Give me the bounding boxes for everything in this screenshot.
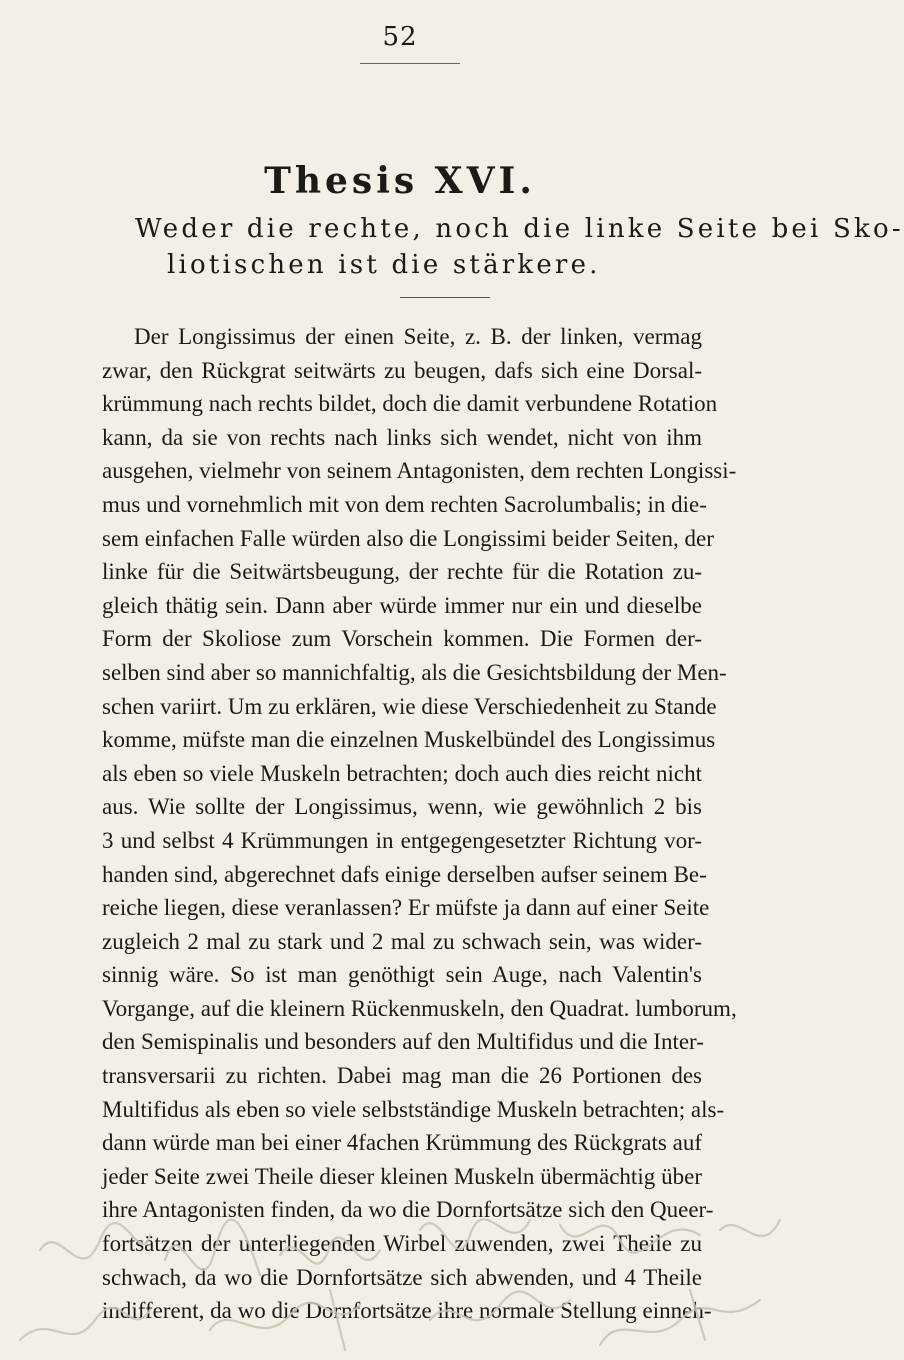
- thesis-title: Thesis XVI.: [264, 160, 536, 202]
- text-line: als eben so viele Muskeln betrachten; doch auch dies reicht nicht: [102, 760, 702, 786]
- text-line: kann, da sie von rechts nach links sich wendet, nicht von ihm: [102, 424, 702, 450]
- text-line: mus und vornehmlich mit von dem rechten Sacrolumbalis; in die-: [102, 491, 707, 517]
- text-line: zugleich 2 mal zu stark und 2 mal zu schwach sein, was wider-: [102, 928, 702, 954]
- text-line: handen sind, abgerechnet dafs einige derselben aufser seinem Be-: [102, 861, 707, 887]
- text-line: indifferent, da wo die Dornfortsätze ihre normale Stellung einneh-: [102, 1298, 712, 1324]
- text-line: ihre Antagonisten finden, da wo die Dornfortsätze sich den Queer-: [102, 1197, 714, 1223]
- text-line: krümmung nach rechts bildet, doch die damit verbundene Rotation: [102, 391, 718, 417]
- text-line: selben sind aber so mannichfaltig, als die Gesichtsbildung der Men-: [102, 659, 727, 685]
- page-number: 52: [382, 22, 418, 52]
- text-line: dann würde man bei einer 4fachen Krümmung des Rückgrats auf: [102, 1130, 702, 1156]
- thesis-statement-line: liotischen ist die stärkere.: [167, 250, 601, 280]
- text-line: transversarii zu richten. Dabei mag man die 26 Portionen des: [102, 1063, 702, 1089]
- text-line: reiche liegen, diese veranlassen? Er müfste ja dann auf einer Seite: [102, 895, 710, 921]
- text-line: fortsätzen der unterliegenden Wirbel zuwenden, zwei Theile zu: [102, 1231, 702, 1257]
- text-line: schwach, da wo die Dornfortsätze sich abwenden, und 4 Theile: [102, 1264, 702, 1290]
- text-line: aus. Wie sollte der Longissimus, wenn, wie gewöhnlich 2 bis: [102, 794, 702, 820]
- section-divider: [400, 297, 490, 298]
- thesis-statement-line: Weder die rechte, noch die linke Seite bei Sko-: [135, 214, 904, 244]
- text-line: ausgehen, vielmehr von seinem Antagonisten, dem rechten Longissi-: [102, 458, 737, 484]
- text-line: Vorgange, auf die kleinern Rückenmuskeln, den Quadrat. lumborum,: [102, 995, 737, 1021]
- body-paragraph: [102, 320, 737, 1328]
- text-line: linke für die Seitwärtsbeugung, der rechte für die Rotation zu-: [102, 559, 702, 585]
- text-line: gleich thätig sein. Dann aber würde immer nur ein und dieselbe: [102, 592, 702, 618]
- text-line: den Semispinalis und besonders auf den Multifidus und die Inter-: [102, 1029, 704, 1055]
- text-line: 3 und selbst 4 Krümmungen in entgegengesetzter Richtung vor-: [102, 827, 702, 853]
- page-number-rule: [360, 63, 460, 64]
- text-line: komme, müfste man die einzelnen Muskelbündel des Longissimus: [102, 727, 716, 753]
- text-line: zwar, den Rückgrat seitwärts zu beugen, dafs sich eine Dorsal-: [102, 357, 702, 383]
- text-line: jeder Seite zwei Theile dieser kleinen Muskeln übermächtig über: [102, 1163, 702, 1189]
- bleed-through-handwriting: [0, 1180, 800, 1360]
- text-line: sem einfachen Falle würden also die Longissimi beider Seiten, der: [102, 525, 714, 551]
- text-line: sinnig wäre. So ist man genöthigt sein Auge, nach Valentin's: [102, 962, 702, 988]
- thesis-statement: [135, 211, 904, 283]
- text-line: Der Longissimus der einen Seite, z. B. der linken, vermag: [134, 324, 702, 349]
- text-line: Form der Skoliose zum Vorschein kommen. Die Formen der-: [102, 626, 702, 652]
- text-line: schen variirt. Um zu erklären, wie diese Verschiedenheit zu Stande: [102, 693, 717, 719]
- text-line: Multifidus als eben so viele selbstständige Muskeln betrachten; als-: [102, 1096, 725, 1122]
